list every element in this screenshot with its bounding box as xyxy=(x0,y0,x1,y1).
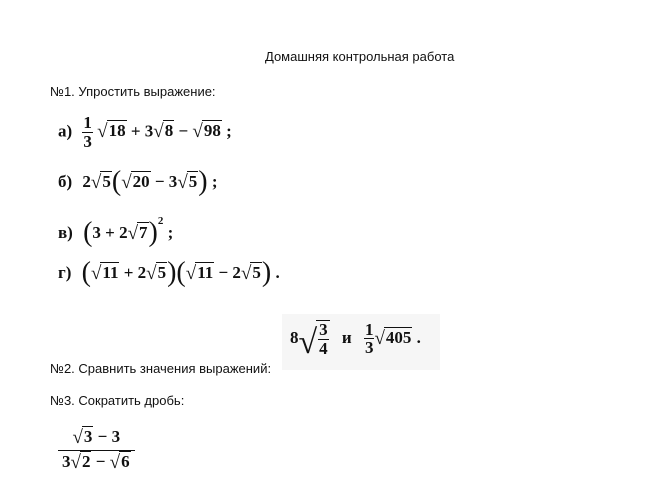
item-label: в) xyxy=(58,223,73,242)
task2-expression: 8√ $\frac{3}{4}$ и $\frac{1}{3}$ √405 . xyxy=(282,314,440,370)
sqrt: √11 xyxy=(185,263,214,284)
item-label: б) xyxy=(58,172,73,191)
page-title: Домашняя контрольная работа xyxy=(265,49,455,64)
sqrt: √ $\frac{3}{4}$ xyxy=(298,320,328,361)
fraction: $\frac{1}{3}$ xyxy=(364,319,374,358)
sqrt: √5 xyxy=(90,172,111,193)
sqrt: √6 xyxy=(109,451,130,473)
sqrt: √20 xyxy=(121,172,150,193)
sqrt: √2 xyxy=(70,451,91,473)
item-label: а) xyxy=(58,121,73,141)
fraction: $\frac{3}{4}$ xyxy=(319,320,328,358)
task1-item-v: в) $(3 + 2√7)^2$ ; xyxy=(58,215,174,248)
fraction: $\frac{1}{3}$ xyxy=(83,113,92,151)
task3-fraction xyxy=(58,428,135,473)
sqrt: √18 xyxy=(97,121,126,143)
sqrt: √7 xyxy=(127,223,148,244)
sqrt: √405 xyxy=(374,327,412,349)
task3-heading: №3. Сократить дробь: xyxy=(50,393,185,408)
task1-item-g: г) (√11 + 2√5)(√11 − 2√5) . xyxy=(58,257,280,288)
sqrt: √98 xyxy=(192,121,221,143)
item-label: г) xyxy=(58,263,72,282)
sqrt: √3 xyxy=(72,427,93,448)
sqrt: √5 xyxy=(240,263,261,284)
sqrt: √5 xyxy=(177,172,198,193)
sqrt: √8 xyxy=(153,121,174,143)
fraction: $\frac{√3 - 3}{3√2 - √6}$ xyxy=(58,428,135,473)
sqrt: √11 xyxy=(90,263,119,284)
task1-heading: №1. Упростить выражение: xyxy=(50,84,216,99)
sqrt: √5 xyxy=(146,263,167,284)
task1-item-a: а) $\frac{1}{3}$ √18 + 3√8 − √98 ; xyxy=(58,113,232,151)
task1-item-b: б) 2√5(√20 − 3√5) ; xyxy=(58,166,218,197)
task2-heading: №2. Сравнить значения выражений: xyxy=(50,361,272,376)
